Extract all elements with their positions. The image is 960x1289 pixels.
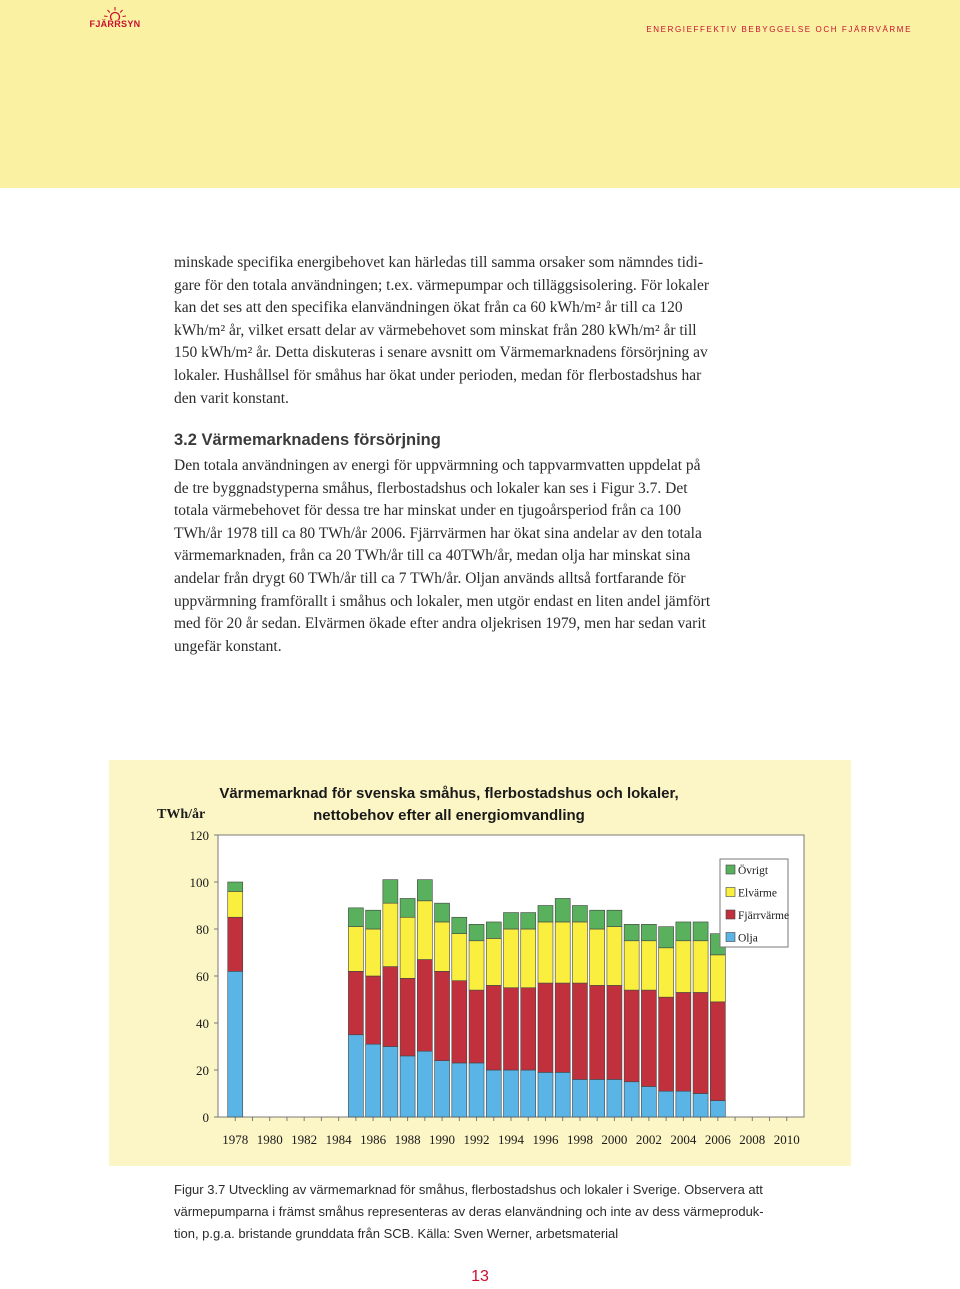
bar-segment-olja [366,1044,381,1117]
y-tick-label: 20 [196,1063,209,1078]
text-line: de tre byggnadstyperna småhus, flerbostadshus och lokaler kan ses i Figur 3.7. Det [174,479,688,497]
bar-segment-fjarrvärme [452,981,467,1063]
chart-title-line: Värmemarknad för svenska småhus, flerbostadshus och lokaler, [219,785,679,802]
bar-segment-elvarme [417,901,432,960]
bar-segment-olja [659,1091,674,1117]
bar-segment-ovrigt [590,910,605,929]
bar-segment-elvarme [383,903,398,966]
bar-segment-elvarme [538,922,553,983]
x-tick-label: 2002 [635,1132,662,1147]
bar-segment-elvarme [590,929,605,985]
bar-segment-elvarme [521,929,536,988]
bar-segment-fjarrvärme [383,967,398,1047]
y-tick-label: 40 [196,1016,209,1031]
bar-segment-ovrigt [607,910,622,926]
x-tick-label: 1996 [532,1132,559,1147]
page-number: 13 [471,1268,489,1285]
bar-segment-elvarme [228,891,243,917]
y-tick-label: 60 [196,969,209,984]
bar-segment-elvarme [504,929,519,988]
legend-swatch [726,910,735,919]
logo-text: FJÄRRSYN [89,19,141,29]
bar-segment-fjarrvärme [538,983,553,1072]
x-tick-label: 1978 [222,1132,249,1147]
legend-swatch [726,865,735,874]
text-line: gare för den totala användningen; t.ex. värmepumpar och tilläggsisolering. För lokaler [174,276,710,294]
x-tick-label: 2008 [739,1132,766,1147]
text-line: ungefär konstant. [174,637,282,655]
bar-segment-olja [572,1079,587,1117]
bar-segment-elvarme [555,922,570,983]
section-heading: 3.2 Värmemarknadens försörjning [174,431,441,449]
y-tick-label: 80 [196,922,209,937]
chart-title-line: nettobehov efter all energiomvandling [313,807,585,824]
bar-segment-fjarrvärme [676,992,691,1091]
text-line: kWh/m² år, vilket ersatt delar av värmebehovet som minskat från 280 kWh/m² år till [174,321,697,339]
text-line: TWh/år 1978 till ca 80 TWh/år 2006. Fjärrvärmen har ökat sina andelar av den totala [174,524,702,542]
bar-segment-ovrigt [641,924,656,940]
body-paragraph-2 [174,455,784,658]
x-tick-label: 1994 [498,1132,524,1147]
figure-caption [174,1179,794,1245]
bar-segment-ovrigt [521,913,536,929]
bar-segment-ovrigt [366,910,381,929]
x-tick-label: 2006 [704,1132,731,1147]
bar-segment-fjarrvärme [469,990,484,1063]
bar-segment-fjarrvärme [400,978,415,1056]
bar-segment-elvarme [452,934,467,981]
bar-segment-olja [435,1061,450,1117]
bar-segment-ovrigt [469,924,484,940]
legend-swatch [726,933,735,942]
x-tick-label: 1980 [256,1132,283,1147]
bar-segment-olja [710,1101,725,1117]
bar-segment-ovrigt [417,880,432,901]
bar-segment-fjarrvärme [486,985,501,1070]
y-tick-label: 100 [189,875,209,890]
bar-segment-ovrigt [383,880,398,904]
stacked-bar-chart [109,760,851,1166]
x-tick-label: 1984 [325,1132,352,1147]
text-line: 150 kWh/m² år. Detta diskuteras i senare avsnitt om Värmemarknadens försörjning av [174,344,708,362]
bar-segment-fjarrvärme [521,988,536,1070]
text-line: med för 20 år sedan. Elvärmen ökade efter andra oljekrisen 1979, men har sedan varit [174,615,706,633]
bar-segment-ovrigt [624,924,639,940]
bar-segment-elvarme [693,941,708,993]
legend-label: Elvärme [738,887,777,900]
bar-segment-fjarrvärme [348,971,363,1034]
bar-segment-fjarrvärme [504,988,519,1070]
bar-segment-ovrigt [572,906,587,922]
bar-segment-fjarrvärme [555,983,570,1072]
page-header [0,0,960,188]
caption-line: värmepumparna i främst småhus representeras av deras elanvändning och inte av dess värmeproduk- [174,1204,764,1219]
fjarrsyn-logo [88,6,142,30]
bar-segment-olja [504,1070,519,1117]
sun-icon [88,6,142,20]
bar-segment-olja [676,1091,691,1117]
y-tick-label: 0 [202,1110,209,1125]
text-line: värmemarknaden, från ca 20 TWh/år till ca 40TWh/år, medan olja har minskat sina [174,547,691,565]
bar-segment-fjarrvärme [417,960,432,1052]
text-line: lokaler. Hushållsel för småhus har ökat under perioden, medan för flerbostadshus har [174,366,702,384]
bar-segment-elvarme [469,941,484,990]
bar-segment-fjarrvärme [641,990,656,1086]
bar-segment-elvarme [659,948,674,997]
x-tick-label: 1998 [566,1132,593,1147]
bar-segment-fjarrvärme [607,985,622,1079]
text-line: Den totala användningen av energi för uppvärmning och tappvarmvatten uppdelat på [174,457,701,474]
bar-segment-elvarme [641,941,656,990]
bar-segment-fjarrvärme [572,983,587,1079]
legend-label: Övrigt [738,865,769,877]
text-line: den varit konstant. [174,389,289,407]
text-line: totala värmebehovet för dessa tre har minskat under en tjugoårsperiod från ca 100 [174,502,682,520]
figure-chart-panel [109,760,851,1166]
legend-label: Fjärrvärme [738,910,790,922]
x-tick-label: 2004 [670,1132,697,1147]
y-axis-label: TWh/år [157,807,206,822]
bar-segment-olja [538,1072,553,1117]
x-tick-label: 2000 [601,1132,628,1147]
bar-segment-olja [693,1094,708,1118]
bar-segment-olja [624,1082,639,1117]
bar-segment-olja [400,1056,415,1117]
bar-segment-olja [228,971,243,1117]
body-paragraph-1 [174,252,784,410]
x-tick-label: 1992 [463,1132,490,1147]
bar-segment-olja [469,1063,484,1117]
text-line: andelar från drygt 60 TWh/år till ca 7 TWh/år. Oljan används alltså fortfarande för [174,569,686,587]
bar-segment-elvarme [607,927,622,986]
x-tick-label: 1986 [360,1132,387,1147]
bar-segment-elvarme [435,922,450,971]
text-line: uppvärmning framförallt i småhus och lokaler, men utgör endast en liten andel jämfört [174,592,711,610]
bar-segment-olja [521,1070,536,1117]
bar-segment-olja [417,1051,432,1117]
bar-segment-fjarrvärme [693,992,708,1093]
legend-swatch [726,888,735,897]
caption-line: Figur 3.7 Utveckling av värmemarknad för småhus, flerbostadshus och lokaler i Sverige. Observera att [174,1182,763,1197]
header-series-title: ENERGIEFFEKTIV BEBYGGELSE OCH FJÄRRVÄRME [646,25,912,34]
bar-segment-olja [452,1063,467,1117]
x-tick-label: 1990 [429,1132,456,1147]
bar-segment-ovrigt [486,922,501,938]
bar-segment-elvarme [624,941,639,990]
bar-segment-ovrigt [400,898,415,917]
bar-segment-ovrigt [228,882,243,891]
text-line: kan det ses att den specifika elanvändningen ökat från ca 60 kWh/m² år till ca 120 [174,299,683,317]
bar-segment-fjarrvärme [435,971,450,1060]
bar-segment-fjarrvärme [590,985,605,1079]
y-tick-label: 120 [189,828,209,843]
bar-segment-ovrigt [504,913,519,929]
bar-segment-fjarrvärme [366,976,381,1044]
bar-segment-olja [486,1070,501,1117]
bar-segment-olja [607,1079,622,1117]
bar-segment-olja [555,1072,570,1117]
legend-label: Olja [738,932,758,945]
bar-segment-elvarme [572,922,587,983]
x-tick-label: 2010 [773,1132,800,1147]
bar-segment-elvarme [400,917,415,978]
bar-segment-ovrigt [676,922,691,941]
text-line: minskade specifika energibehovet kan härledas till samma orsaker som nämndes tidi- [174,254,704,271]
caption-line: tion, p.g.a. bristande grunddata från SCB. Källa: Sven Werner, arbetsmaterial [174,1226,619,1241]
bar-segment-fjarrvärme [228,917,243,971]
bar-segment-olja [348,1035,363,1117]
bar-segment-fjarrvärme [710,1002,725,1101]
bar-segment-elvarme [486,938,501,985]
bar-segment-ovrigt [659,927,674,948]
bar-segment-elvarme [676,941,691,993]
bar-segment-ovrigt [348,908,363,927]
bar-segment-elvarme [366,929,381,976]
bar-segment-olja [641,1086,656,1117]
bar-segment-elvarme [348,927,363,972]
bar-segment-ovrigt [538,906,553,922]
bar-segment-ovrigt [452,917,467,933]
x-tick-label: 1982 [291,1132,318,1147]
bar-segment-fjarrvärme [659,997,674,1091]
bar-segment-elvarme [710,955,725,1002]
bar-segment-fjarrvärme [624,990,639,1082]
x-tick-label: 1988 [394,1132,421,1147]
bar-segment-ovrigt [693,922,708,941]
bar-segment-olja [383,1047,398,1118]
bar-segment-ovrigt [555,898,570,922]
bar-segment-ovrigt [435,903,450,922]
bar-segment-olja [590,1079,605,1117]
